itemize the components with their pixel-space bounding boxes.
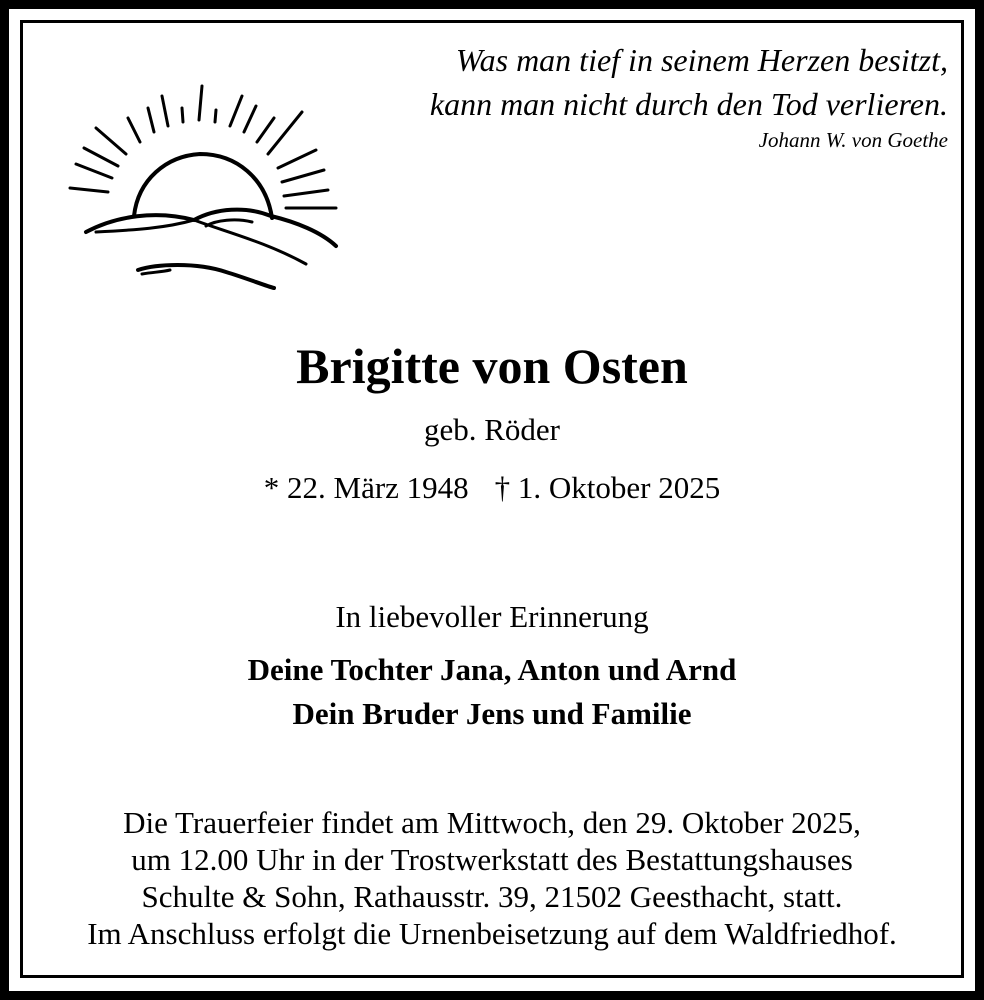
memorial-phrase: In liebevoller Erinnerung [335,599,649,634]
service-info [0,804,984,952]
family-line-2: Dein Bruder Jens und Familie [292,696,692,731]
service-line-2: um 12.00 Uhr in der Trostwerkstatt des Bestattungshauses [131,842,853,877]
family-line-1: Deine Tochter Jana, Anton und Arnd [247,652,737,687]
death-date: † 1. Oktober 2025 [494,470,721,505]
goethe-quote [430,38,948,126]
quote-author: Johann W. von Goethe [758,128,948,152]
sunset-over-hills-icon [66,82,341,297]
quote-line-1: Was man tief in seinem Herzen besitzt, [455,42,948,78]
life-dates [0,468,984,508]
quote-line-2: kann man nicht durch den Tod verlieren. [429,86,948,122]
family-signatures [0,648,984,736]
service-line-3: Schulte & Sohn, Rathausstr. 39, 21502 Geesthacht, statt. [141,879,843,914]
service-line-1: Die Trauerfeier findet am Mittwoch, den 29. Oktober 2025, [123,805,861,840]
birth-date: * 22. März 1948 [263,470,469,505]
deceased-name: Brigitte von Osten [296,338,688,394]
maiden-name: geb. Röder [423,412,561,447]
service-line-4: Im Anschluss erfolgt die Urnenbeisetzung auf dem Waldfriedhof. [87,916,897,951]
